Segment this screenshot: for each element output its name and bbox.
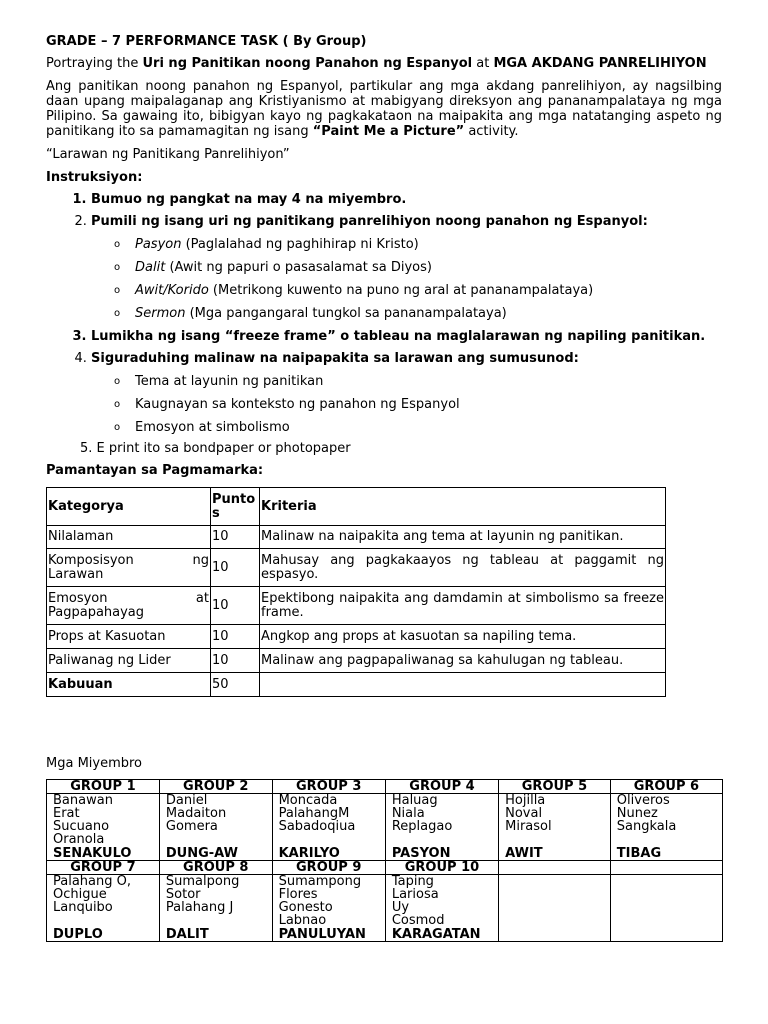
group-theme-row [47, 847, 723, 861]
group-label: GROUP 7 [47, 861, 160, 875]
activity-name: “Paint Me a Picture” [312, 124, 465, 139]
portray-mid: at [472, 56, 494, 71]
member-name: Ochigue [53, 887, 107, 902]
intro-paragraph [46, 79, 722, 139]
step-3: 3. Lumikha ng isang “freeze frame” o tableau na maglalarawan ng napiling panitikan. [91, 329, 722, 344]
intro-text: Ang panitikan noong panahon ng Espanyol, partikular ang mga akdang panrelihiyon, ay nagsilbing daan upang maipalaganap ang Kristiyanismo at mabigyang direksyon ang pananampalataya ng mga Pilipino. Sa gawaing ito, bibigyan kayo ng pagkakataon na maipakita ang mga natatanging aspeto ng panitikang ito sa pamamagitan ng isang [46, 79, 722, 139]
list-item: o Sermon (Mga pangangaral tungkol sa pananampalataya) [114, 306, 507, 321]
group-label: GROUP 2 [159, 780, 272, 794]
group-members [385, 794, 498, 848]
member-name: Sangkala [616, 819, 677, 834]
bullet-icon: o [114, 422, 121, 433]
group-theme [499, 928, 611, 942]
checks-list [91, 374, 722, 435]
group-label: GROUP 4 [385, 780, 498, 794]
group-label: GROUP 6 [610, 780, 722, 794]
member-name: Erat [53, 806, 80, 821]
member-name: Haluag [391, 793, 438, 808]
group-theme: SENAKULO [47, 847, 160, 861]
group-label: GROUP 1 [47, 780, 160, 794]
group-label: GROUP 10 [385, 861, 498, 875]
member-name: PalahangM [278, 806, 350, 821]
member-name: Cosmod [391, 913, 445, 928]
group-names-row [47, 875, 723, 929]
member-name: Palahang J [165, 900, 234, 915]
member-name: Banawan [53, 793, 113, 808]
group-members [159, 794, 272, 848]
group-theme: TIBAG [610, 847, 722, 861]
group-members [47, 794, 160, 848]
member-name: Uy [391, 900, 410, 915]
step-1: 1. Bumuo ng pangkat na may 4 na miyembro. [91, 192, 722, 207]
instruction-steps [46, 192, 722, 435]
group-label [499, 861, 611, 875]
group-header-row [47, 861, 723, 875]
activity-suffix: activity. [464, 124, 519, 139]
member-name: Flores [278, 887, 318, 902]
step-5: 5. E print ito sa bondpaper or photopaper [80, 441, 351, 456]
rubric-table [46, 487, 666, 697]
group-theme-row [47, 928, 723, 942]
group-members [272, 794, 385, 848]
portray-bold-2: MGA AKDANG PANRELIHIYON [493, 56, 707, 71]
member-name: Oranola [53, 832, 105, 847]
bullet-icon: o [114, 308, 121, 319]
portray-prefix: Portraying the [46, 56, 143, 71]
group-names-row [47, 794, 723, 848]
table-row: Nilalaman 10 Malinaw na naipakita ang tema at layunin ng panitikan. [47, 526, 666, 549]
member-name: Moncada [278, 793, 338, 808]
group-theme [610, 928, 722, 942]
member-name: Madaiton [165, 806, 227, 821]
list-item: o Tema at layunin ng panitikan [114, 374, 324, 389]
group-theme: PASYON [385, 847, 498, 861]
group-label: GROUP 8 [159, 861, 272, 875]
member-name: Niala [391, 806, 425, 821]
member-name: Mirasol [505, 819, 552, 834]
member-name: Oliveros [616, 793, 670, 808]
bullet-icon: o [114, 285, 121, 296]
group-members [159, 875, 272, 929]
member-name: Sucuano [53, 819, 110, 834]
table-row: Paliwanag ng Lider 10 Malinaw ang pagpapaliwanag sa kahulugan ng tableau. [47, 649, 666, 673]
group-label: GROUP 5 [499, 780, 611, 794]
list-item: o Emosyon at simbolismo [114, 420, 290, 435]
member-name: Sotor [165, 887, 201, 902]
group-theme: AWIT [499, 847, 611, 861]
group-members [499, 794, 611, 848]
member-name: Nunez [616, 806, 658, 821]
member-name: Sabadoqiua [278, 819, 356, 834]
group-theme: PANULUYAN [272, 928, 385, 942]
group-theme: KARILYO [272, 847, 385, 861]
group-members [499, 875, 611, 929]
table-row: Props at Kasuotan 10 Angkop ang props at kasuotan sa napiling tema. [47, 625, 666, 649]
group-members [47, 875, 160, 929]
header-kriteria: Kriteria [260, 488, 666, 526]
table-row: Komposisyon ng Larawan 10 Mahusay ang pagkakaayos ng tableau at paggamit ng espasyo. [47, 549, 666, 587]
header-kategorya: Kategorya [47, 488, 211, 526]
group-theme: DALIT [159, 928, 272, 942]
member-name: Gonesto [278, 900, 333, 915]
group-members [610, 794, 722, 848]
list-item: o Pasyon (Paglalahad ng paghihirap ni Kristo) [114, 237, 419, 252]
portray-bold-1: Uri ng Panitikan noong Panahon ng Espanyol [142, 56, 473, 71]
members-heading: Mga Miyembro [46, 756, 143, 771]
group-label: GROUP 3 [272, 780, 385, 794]
list-item: o Awit/Korido (Metrikong kuwento na puno ng aral at pananampalataya) [114, 283, 594, 298]
table-row: Emosyon at Pagpapahayag 10 Epektibong naipakita ang damdamin at simbolismo sa freeze frame. [47, 587, 666, 625]
group-theme: DUPLO [47, 928, 160, 942]
rubric-heading: Pamantayan sa Pagmamarka: [46, 463, 264, 478]
header-puntos: Punto s [211, 488, 260, 526]
bullet-icon: o [114, 376, 121, 387]
member-name: Replagao [391, 819, 453, 834]
group-label [610, 861, 722, 875]
member-name: Palahang O, [53, 874, 131, 889]
document-page [46, 34, 722, 697]
member-name: Lariosa [391, 887, 439, 902]
page-title: GRADE – 7 PERFORMANCE TASK ( By Group) [46, 34, 367, 49]
instructions-heading: Instruksiyon: [46, 170, 143, 185]
group-theme: DUNG-AW [159, 847, 272, 861]
table-header-row [47, 488, 666, 526]
activity-caption: “Larawan ng Panitikang Panrelihiyon” [46, 147, 290, 162]
members-table [46, 779, 723, 942]
step-2: 2. Pumili ng isang uri ng panitikang panrelihiyon noong panahon ng Espanyol: o Pasyon (Paglalahad ng paghihirap ni Kristo) o Dalit (Awit ng papuri o pasasalamat sa Diyos) o Awit/Korido (Metrikong kuwento na puno ng aral at pananampalataya) o Sermon (Mga pangangaral tungkol sa pananampalataya) [91, 214, 722, 321]
member-name: Daniel [165, 793, 208, 808]
group-theme: KARAGATAN [385, 928, 498, 942]
literature-types-list [91, 237, 722, 321]
member-name: Taping [391, 874, 434, 889]
bullet-icon: o [114, 399, 121, 410]
group-label: GROUP 9 [272, 861, 385, 875]
bullet-icon: o [114, 239, 121, 250]
step-4: 4. Siguraduhing malinaw na naipapakita sa larawan ang sumusunod: o Tema at layunin ng panitikan o Kaugnayan sa konteksto ng panahon ng Espanyol o Emosyon at simbolismo [91, 351, 722, 435]
table-total-row: Kabuuan 50 [47, 673, 666, 697]
member-name: Sumampong [278, 874, 362, 889]
member-name: Noval [505, 806, 543, 821]
member-name: Lanquibo [53, 900, 113, 915]
bullet-icon: o [114, 262, 121, 273]
member-name: Labnao [278, 913, 327, 928]
group-members [385, 875, 498, 929]
list-item: o Kaugnayan sa konteksto ng panahon ng Espanyol [114, 397, 460, 412]
member-name: Sumalpong [165, 874, 240, 889]
group-header-row [47, 780, 723, 794]
list-item: o Dalit (Awit ng papuri o pasasalamat sa Diyos) [114, 260, 432, 275]
group-members [272, 875, 385, 929]
member-name: Hojilla [505, 793, 546, 808]
portray-line [46, 56, 722, 71]
member-name: Gomera [165, 819, 218, 834]
group-members [610, 875, 722, 929]
